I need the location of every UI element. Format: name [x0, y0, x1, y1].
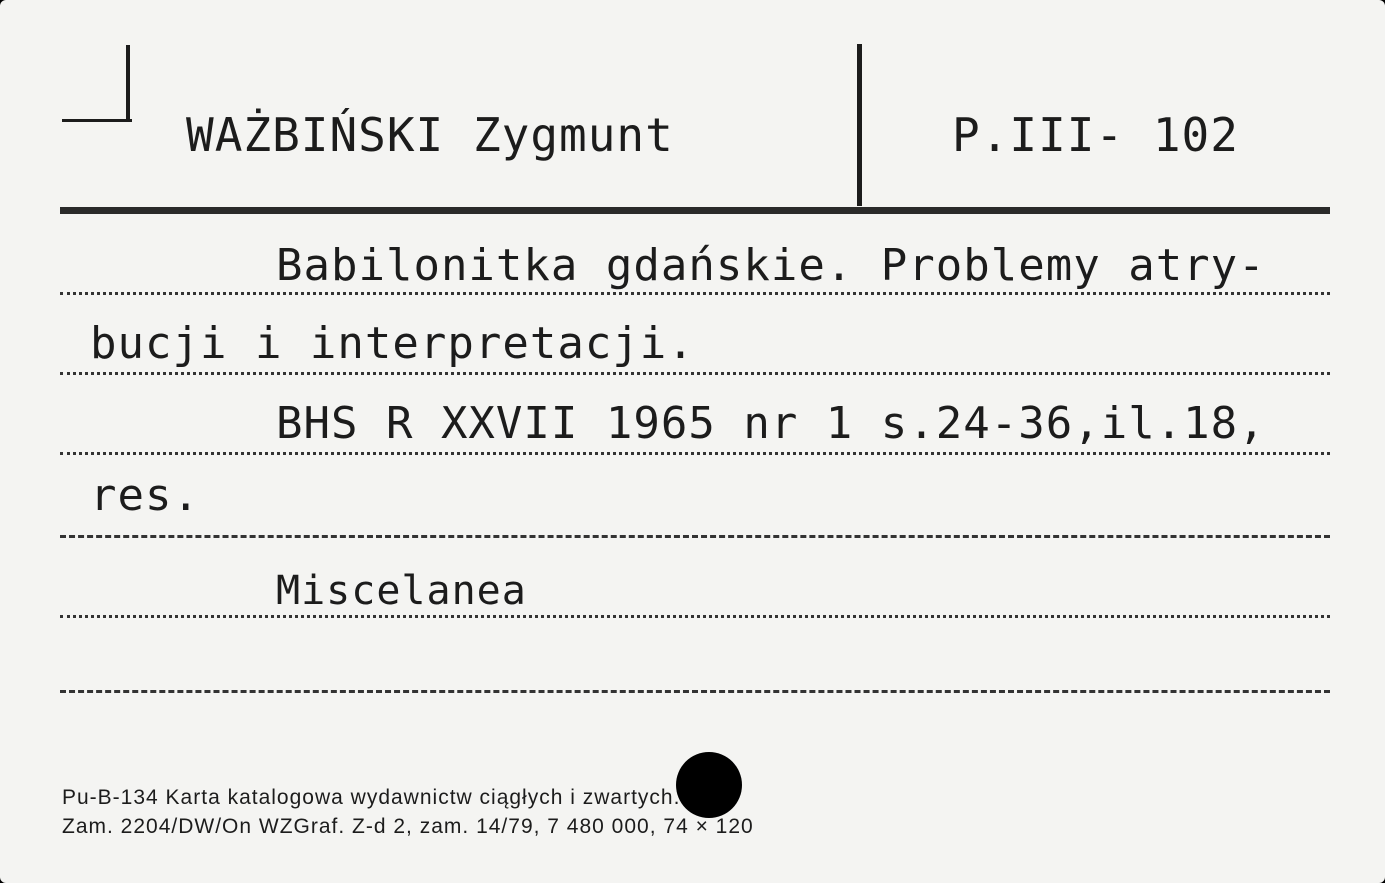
title-line-1: Babilonitka gdańskie. Problemy atry-	[276, 240, 1266, 291]
footer-line-2: Zam. 2204/DW/On WZGraf. Z-d 2, zam. 14/79, 7 480 000, 74 × 120	[62, 815, 754, 838]
title-line-2: bucji i interpretacji.	[90, 318, 695, 369]
corner-mark-icon	[62, 45, 134, 125]
source-line: BHS R XXVII 1965 nr 1 s.24-36,il.18,	[276, 398, 1266, 449]
ruled-line-4	[60, 535, 1330, 538]
footer-line-1: Pu-B-134 Karta katalogowa wydawnictw ciągłych i zwartych.	[62, 786, 681, 809]
ruled-line-5	[60, 615, 1330, 618]
ruled-line-2	[60, 372, 1330, 375]
header-divider	[857, 44, 862, 206]
subject-heading: Miscelanea	[276, 568, 527, 614]
author-heading: WAŻBIŃSKI Zygmunt	[186, 108, 674, 162]
ruled-line-6	[60, 690, 1330, 693]
ruled-line-3	[60, 452, 1330, 455]
header-rule	[60, 207, 1330, 214]
call-number: P.III- 102	[952, 108, 1239, 162]
source-continuation: res.	[90, 470, 200, 521]
ruled-line-1	[60, 292, 1330, 295]
filing-hole	[676, 752, 742, 818]
